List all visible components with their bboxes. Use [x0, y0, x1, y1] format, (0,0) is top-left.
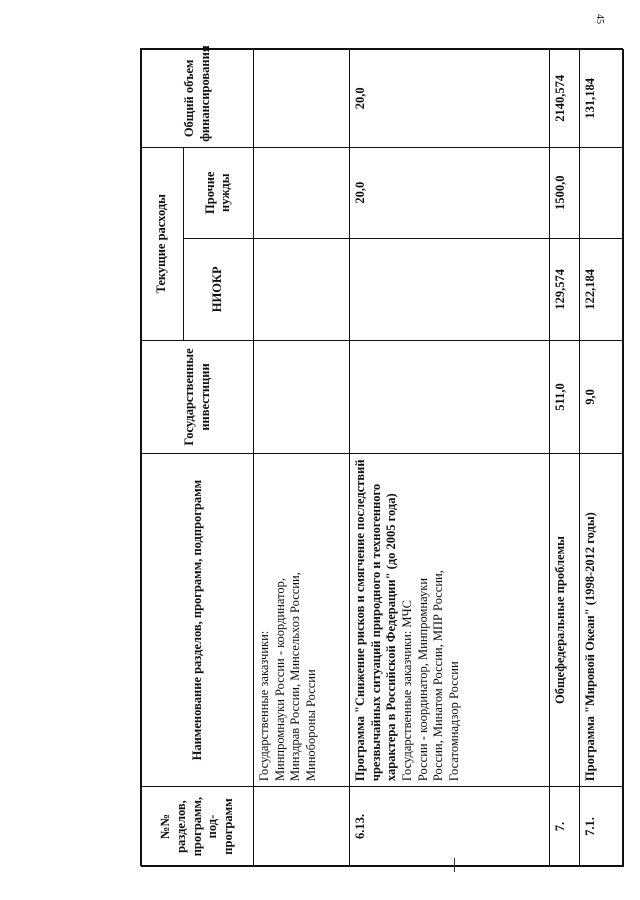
customer-line: Госатомнадзор России	[446, 661, 461, 782]
customer-line: Минздрав России, Минсельхоз России,	[288, 572, 303, 782]
rotated-table-wrapper	[141, 45, 624, 867]
row-name	[350, 454, 550, 787]
customer-line: Государственные заказчики:	[257, 630, 271, 782]
row-code	[254, 787, 350, 867]
table-row	[350, 50, 550, 867]
page-number: 45	[594, 14, 605, 24]
customer-line: Государственные заказчики: МЧС	[399, 600, 414, 782]
header-other: Прочие нужды	[183, 147, 253, 238]
row-niokr	[254, 238, 350, 340]
row-code: 6.13.	[350, 787, 550, 867]
row-total	[254, 50, 350, 148]
customer-line: Минпромнауки России - координатор,	[272, 577, 287, 782]
customer-line: России - координатор, Минпромнауки	[415, 577, 430, 782]
row-invest: 9,0	[580, 340, 624, 453]
table-row	[550, 50, 580, 867]
customer-line: России, Минатом России, МПР России,	[431, 570, 446, 782]
scan-mark	[454, 858, 463, 872]
row-name: Программа "Мировой Океан" (1998-2012 годы)	[580, 454, 624, 787]
header-niokr: НИОКР	[183, 238, 253, 340]
financing-table-frame	[140, 45, 623, 866]
row-total: 131,184	[580, 50, 624, 148]
row-other	[580, 147, 624, 238]
header-name: Наименование разделов, программ, подпрограмм	[142, 454, 254, 787]
row-niokr: 122,184	[580, 238, 624, 340]
row-other	[254, 147, 350, 238]
row-name	[254, 454, 350, 787]
row-name: Общефедеральные проблемы	[550, 454, 580, 787]
row-other: 1500,0	[550, 147, 580, 238]
program-title: Программа "Снижение рисков и смягчение последствий чрезвычайных ситуаций природного и техногенного характера в Российской Федерации" (до 2005 года)	[353, 459, 399, 782]
row-other: 20,0	[350, 147, 550, 238]
row-code: 7.	[550, 787, 580, 867]
row-total: 20,0	[350, 50, 550, 148]
row-invest	[254, 340, 350, 453]
row-invest: 511,0	[550, 340, 580, 453]
header-total: Общий объем финансирования	[142, 50, 254, 148]
row-total: 2140,574	[550, 50, 580, 148]
customer-line: Минобороны России	[303, 669, 318, 782]
header-code: №№ разделов, программ, под-программ	[142, 787, 254, 867]
row-invest	[350, 340, 550, 453]
row-niokr	[350, 238, 550, 340]
row-niokr: 129,574	[550, 238, 580, 340]
header-current-expenses: Текущие расходы	[142, 147, 184, 340]
header-row-1	[142, 50, 184, 867]
header-state-investment: Государственные инвестиции	[142, 340, 254, 453]
table-row	[580, 50, 624, 867]
row-code: 7.1.	[580, 787, 624, 867]
table-row	[254, 50, 350, 867]
financing-table	[141, 45, 624, 867]
